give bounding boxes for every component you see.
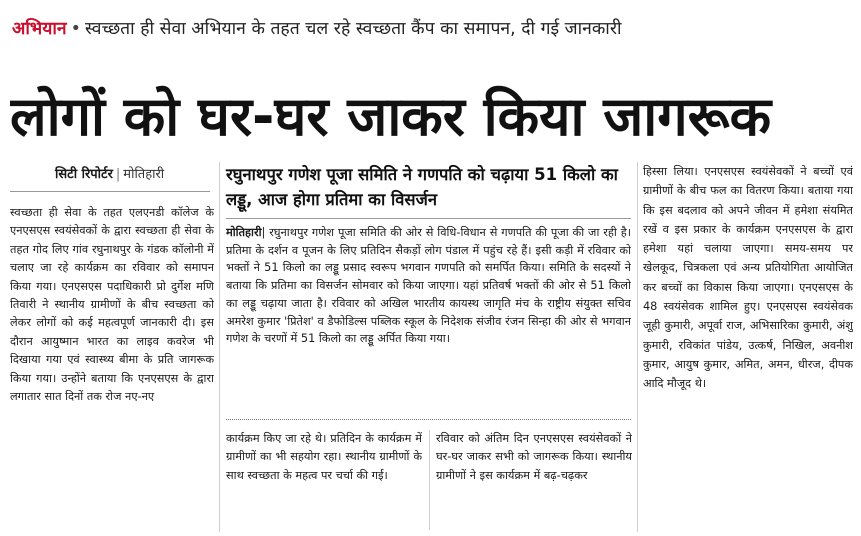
article-column-2: कार्यक्रम किए जा रहे थे। प्रतिदिन के कार्यक्रम में ग्रामीणों का भी सहयोग रहा। स्थानीय ग्रामीणों के साथ स्वच्छता के महत्व पर चर्चा की गई। (226, 432, 422, 482)
byline-place: मोतिहारी (123, 167, 165, 182)
main-headline: लोगों को घर-घर जाकर किया जागरूक (10, 85, 772, 148)
section-tag: अभियान (12, 19, 67, 39)
reporter-name: सिटी रिपोर्टर (55, 167, 113, 182)
column-divider-right (637, 162, 638, 532)
byline-separator: | (115, 167, 121, 182)
secondary-story-body (226, 224, 631, 414)
column-divider-mid (429, 430, 430, 530)
kicker-subhead: स्वच्छता ही सेवा अभियान के तहत चल रहे स्वच्छता कैंप का समापन, दी गई जानकारी (84, 19, 622, 39)
article-column-3: रविवार को अंतिम दिन एनएसएस स्वयंसेवकों ने घर-घर जाकर सभी को जागरूक किया। स्थानीय ग्रामीणों ने इस कार्यक्रम में बढ़-चढ़कर (436, 432, 632, 482)
bullet-dot: • (70, 19, 81, 39)
dotted-divider (226, 419, 631, 420)
secondary-story-text: रघुनाथपुर गणेश पूजा समिति की ओर से विधि-विधान से गणपति की पूजा की जा रही है। प्रतिमा के दर्शन व पूजन के लिए प्रतिदिन सैकड़ों लोग पंडाल में पहुंच रहे हैं। इसी कड़ी में रविवार को भक्तों ने 51 किलो का लड्डू प्रसाद स्वरूप भगवान गणपति को समर्पित किया। समिति के सदस्यों ने बताया कि प्रतिमा का विसर्जन सोमवार को किया जाएगा। यहां प्रतिवर्ष भक्तों की ओर से 51 किलो का लड्डू चढ़ाया जाता है। रविवार को अखिल भारतीय कायस्थ जागृति मंच के राष्ट्रीय संयुक्त सचिव अमरेश कुमार 'प्रितेश' व डैफोडिल्स पब्लिक स्कूल के निदेशक संजीव रंजन सिन्हा की ओर से भगवान गणेश के चरणों में 51 किलो का लड्डू अर्पित किया गया। (226, 226, 631, 346)
column-divider-left (219, 162, 220, 532)
kicker-line (12, 14, 854, 44)
byline-divider (10, 191, 210, 192)
article-column-1: स्वच्छता ही सेवा के तहत एलएनडी कॉलेज के एनएसएस स्वयंसेवकों के द्वारा स्वच्छता ही सेवा के तहत गोद लिए गांव रघुनाथपुर के गंडक कॉलोनी में चलाए जा रहे कार्यक्रम का रविवार को समापन किया गया। एनएसएस पदाधिकारी प्रो दुर्गेश मणि तिवारी ने स्थानीय ग्रामीणों के बीच स्वच्छता को लेकर लोगों को कई महत्वपूर्ण जानकारी दी। इस दौरान आयुष्मान भारत का लाइव कवरेज भी दिखाया गया एवं स्वास्थ्य बीमा के प्रति जागरूक किया गया। उन्होंने बताया कि एनएसएस के द्वारा लगातार सात दिनों तक रोज नए-नए (10, 206, 214, 404)
dateline-separator: | (261, 226, 270, 239)
dateline: मोतिहारी (226, 226, 262, 239)
byline (55, 166, 164, 184)
secondary-headline-divider (226, 218, 631, 219)
article-column-4: हिस्सा लिया। एनएसएस स्वयंसेवकों ने बच्चों एवं ग्रामीणों के बीच फल का वितरण किया। बताया गया कि इस बदलाव को अपने जीवन में हमेशा संयमित रखें व इस प्रकार के कार्यक्रम एनएसएस के द्वारा हमेशा यहां चलाया जाएगा। समय-समय पर खेलकूद, चित्रकला एवं अन्य प्रतियोगिता आयोजित कर बच्चों का विकास किया जाएगा। एनएसएस के 48 स्वयंसेवक शामिल हुए। एनएसएस स्वयंसेवक जूही कुमारी, अपूर्वा राज, अभिसारिका कुमारी, अंशु कुमारी, रविकांत पांडेय, उत्कर्ष, निखिल, अवनीश कुमार, आयुष कुमार, अमित, अमन, धीरज, दीपक आदि मौजूद थे। (643, 165, 853, 391)
secondary-headline: रघुनाथपुर गणेश पूजा समिति ने गणपति को चढ़ाया 51 किलो का लड्डू, आज होगा प्रतिमा का विसर्जन (226, 165, 618, 209)
